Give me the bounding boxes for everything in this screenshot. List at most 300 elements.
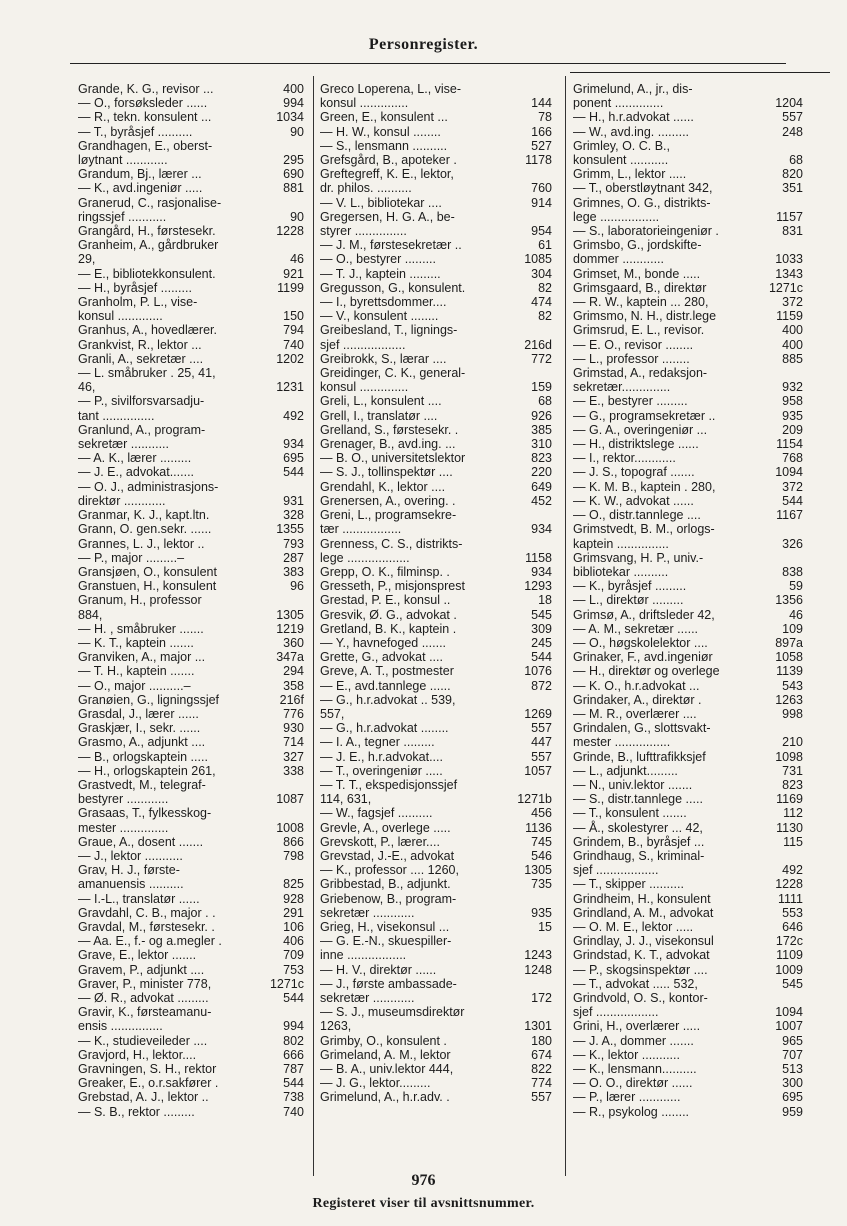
entry-section-number: 372 — [782, 295, 803, 310]
entry-section-number: 646 — [782, 919, 803, 934]
index-entry — [573, 977, 803, 991]
entry-section-number: 78 — [538, 110, 552, 125]
entry-section-number: 210 — [782, 735, 803, 750]
entry-section-number: 553 — [782, 905, 803, 920]
entry-name: — J. M., førstesekretær .. — [320, 238, 462, 253]
entry-name: Greibesland, T., lignings- sjef .................. — [320, 323, 458, 352]
entry-section-number: 735 — [531, 877, 552, 892]
entry-section-number: 166 — [531, 124, 552, 139]
entry-name: Grelland, S., førstesekr. . — [320, 422, 459, 437]
index-entry — [573, 409, 803, 423]
entry-name: — E., bestyrer ......... — [573, 394, 688, 409]
entry-name: Grevstad, J.-E., advokat — [320, 848, 455, 863]
index-entry — [573, 622, 803, 636]
index-entry — [320, 735, 552, 749]
entry-section-number: 59 — [789, 579, 803, 594]
column-divider — [565, 76, 566, 1176]
entry-section-number: 115 — [783, 834, 803, 849]
entry-name: Grindalen, G., slottsvakt- mester ................ — [573, 721, 711, 750]
index-entry — [320, 508, 552, 536]
index-entry — [320, 82, 552, 110]
entry-name: Gribbestad, B., adjunkt. — [320, 877, 451, 892]
entry-section-number: 935 — [531, 905, 552, 920]
entry-section-number: 745 — [531, 834, 552, 849]
entry-section-number: 351 — [782, 181, 803, 196]
entry-name: Grestad, P. E., konsul .. — [320, 593, 451, 608]
index-entry — [320, 806, 552, 820]
index-entry — [320, 892, 552, 920]
index-entry — [78, 1105, 304, 1119]
entry-name: — K., lensmann.......... — [573, 1062, 697, 1077]
index-entry — [320, 721, 552, 735]
header-rule-short — [570, 72, 830, 73]
entry-name: — O., bestyrer ......... — [320, 252, 436, 267]
entry-section-number: 1158 — [525, 550, 552, 565]
index-entry — [78, 295, 304, 323]
index-entry — [573, 778, 803, 792]
entry-name: Grandum, Bj., lærer ... — [78, 167, 202, 182]
entry-section-number: 220 — [531, 465, 552, 480]
index-entry — [320, 295, 552, 309]
entry-section-number: 1169 — [776, 792, 803, 807]
entry-section-number: 820 — [782, 167, 803, 182]
entry-name: Gresseth, P., misjonsprest — [320, 579, 465, 594]
entry-section-number: 61 — [538, 238, 552, 253]
index-entry — [573, 593, 803, 607]
index-entry — [320, 423, 552, 437]
index-entry — [78, 1048, 304, 1062]
entry-name: — H. V., direktør ...... — [320, 962, 437, 977]
entry-section-number: 753 — [283, 962, 304, 977]
entry-section-number: 1199 — [277, 280, 304, 295]
entry-section-number: 1178 — [525, 153, 552, 168]
index-entry — [78, 693, 304, 707]
entry-section-number: 15 — [538, 919, 552, 934]
entry-name: Grimnes, O. G., distrikts- lege ................. — [573, 195, 711, 224]
entry-section-number: 90 — [290, 124, 304, 139]
index-entry — [78, 139, 304, 167]
index-entry — [320, 210, 552, 238]
entry-section-number: 96 — [290, 579, 304, 594]
index-entry — [320, 366, 552, 394]
entry-name: Grann, O. gen.sekr. ...... — [78, 522, 212, 537]
index-entry — [320, 977, 552, 1005]
index-entry — [573, 806, 803, 820]
entry-name: Granum, H., professor 884, — [78, 593, 202, 622]
entry-section-number: 545 — [531, 607, 552, 622]
entry-name: — I., byrettsdommer.... — [320, 295, 447, 310]
index-entry — [78, 906, 304, 920]
entry-section-number: 46 — [290, 252, 304, 267]
entry-name: Grette, G., advokat .... — [320, 650, 443, 665]
entry-name: Grindstad, K. T., advokat — [573, 948, 710, 963]
index-entry — [78, 508, 304, 522]
index-entry — [320, 125, 552, 139]
index-entry — [320, 821, 552, 835]
entry-name: Grimsgaard, B., direktør — [573, 280, 707, 295]
entry-section-number: 68 — [538, 394, 552, 409]
index-entry — [573, 480, 803, 494]
entry-section-number: 1228 — [276, 224, 304, 239]
entry-name: Granmar, K. J., kapt.ltn. — [78, 508, 210, 523]
entry-section-number: 309 — [531, 621, 552, 636]
entry-name: Grankvist, R., lektor ... — [78, 337, 202, 352]
entry-name: — M. R., overlærer .... — [573, 706, 697, 721]
entry-name: — E., bibliotekkonsulent. — [78, 266, 216, 281]
index-entry — [320, 167, 552, 195]
index-entry — [320, 764, 552, 778]
entry-section-number: 1271b — [517, 792, 552, 807]
index-entry — [573, 750, 803, 764]
index-entry — [78, 835, 304, 849]
index-entry — [573, 167, 803, 181]
entry-name: — A. M., sekretær ...... — [573, 621, 699, 636]
entry-name: — J. A., dommer ....... — [573, 1033, 694, 1048]
entry-name: — L., adjunkt......... — [573, 763, 678, 778]
entry-name: Greaker, E., o.r.sakfører . — [78, 1076, 219, 1091]
entry-name: Grimelund, A., jr., dis- ponent .............. — [573, 82, 693, 111]
entry-section-number: 768 — [782, 451, 803, 466]
entry-section-number: 18 — [538, 593, 552, 608]
index-entry — [573, 721, 803, 749]
entry-section-number: 327 — [283, 749, 304, 764]
entry-section-number: 544 — [531, 650, 552, 665]
entry-section-number: 82 — [538, 280, 552, 295]
index-entry — [78, 622, 304, 636]
entry-name: Gretland, B. K., kaptein . — [320, 621, 457, 636]
index-entry — [320, 1048, 552, 1062]
index-entry — [78, 167, 304, 181]
entry-section-number: 1228 — [775, 877, 803, 892]
entry-name: — R., tekn. konsulent ... — [78, 110, 212, 125]
entry-section-number: 740 — [283, 1104, 304, 1119]
entry-name: Grenness, C. S., distrikts- lege .................. — [320, 536, 463, 565]
entry-name: Grimsbo, G., jordskifte- dommer ............ — [573, 238, 702, 267]
entry-name: Gresvik, Ø. G., advokat . — [320, 607, 457, 622]
entry-name: Greftegreff, K. E., lektor, dr. philos. .......... — [320, 167, 454, 196]
index-entry — [320, 153, 552, 167]
entry-section-number: 1008 — [276, 820, 304, 835]
index-entry — [78, 764, 304, 778]
index-entry — [573, 465, 803, 479]
entry-name: — T., oberstløytnant 342, — [573, 181, 713, 196]
index-entry — [573, 636, 803, 650]
entry-section-number: 838 — [782, 564, 803, 579]
entry-name: Gravdahl, C. B., major . . — [78, 905, 216, 920]
entry-section-number: 1167 — [776, 508, 803, 523]
entry-section-number: 714 — [283, 735, 304, 750]
entry-section-number: 372 — [782, 479, 803, 494]
entry-name: — G., programsekretær .. — [573, 408, 716, 423]
index-entry — [78, 267, 304, 281]
index-entry — [78, 1034, 304, 1048]
index-entry — [78, 181, 304, 195]
entry-section-number: 180 — [531, 1033, 552, 1048]
entry-name: — O., major ..........– — [78, 678, 191, 693]
entry-section-number: 958 — [782, 394, 803, 409]
entry-section-number: 400 — [283, 82, 304, 96]
index-entry — [573, 991, 803, 1019]
entry-name: — I., rektor............ — [573, 451, 676, 466]
entry-section-number: 347a — [276, 650, 304, 665]
entry-section-number: 304 — [531, 266, 552, 281]
index-entry — [573, 1019, 803, 1033]
index-column-3 — [573, 82, 803, 1172]
entry-name: — S. B., rektor ......... — [78, 1104, 195, 1119]
index-entry — [573, 508, 803, 522]
index-entry — [320, 750, 552, 764]
entry-section-number: 172c — [775, 934, 803, 949]
entry-name: Granli, A., sekretær .... — [78, 351, 204, 366]
entry-name: — R., psykolog ........ — [573, 1104, 690, 1119]
entry-section-number: 1094 — [775, 1005, 803, 1020]
entry-section-number: 1248 — [524, 962, 552, 977]
entry-section-number: 1271c — [768, 280, 803, 295]
entry-section-number: 921 — [283, 266, 304, 281]
index-entry — [573, 224, 803, 238]
entry-name: Grindvold, O. S., kontor- sjef .................. — [573, 991, 708, 1020]
entry-name: Grav, H. J., første- amanuensis .......... — [78, 863, 184, 892]
entry-section-number: 794 — [283, 323, 304, 338]
entry-name: Grini, H., overlærer ..... — [573, 1019, 701, 1034]
index-entry — [573, 366, 803, 394]
entry-name: Grimsmo, N. H., distr.lege — [573, 309, 717, 324]
index-entry — [573, 963, 803, 977]
index-entry — [320, 593, 552, 607]
index-entry — [78, 664, 304, 678]
index-entry — [573, 125, 803, 139]
entry-section-number: 690 — [283, 167, 304, 182]
index-entry — [78, 224, 304, 238]
entry-name: Gravdal, M., førstesekr. . — [78, 919, 215, 934]
index-entry — [320, 963, 552, 977]
entry-name: Granheim, A., gårdbruker 29, — [78, 238, 219, 267]
index-entry — [320, 252, 552, 266]
index-entry — [320, 238, 552, 252]
entry-section-number: 707 — [782, 1047, 803, 1062]
entry-name: Grimsvang, H. P., univ.- bibliotekar .......... — [573, 550, 704, 579]
entry-name: Grimeland, A. M., lektor — [320, 1047, 451, 1062]
index-entry — [573, 309, 803, 323]
entry-name: — T., skipper .......... — [573, 877, 684, 892]
index-entry — [78, 125, 304, 139]
index-entry — [78, 423, 304, 451]
page-number: 976 — [411, 1172, 436, 1189]
entry-section-number: 557 — [782, 110, 803, 125]
entry-name: Grell, I., translatør .... — [320, 408, 438, 423]
entry-name: — G., h.r.advokat ........ — [320, 721, 449, 736]
entry-section-number: 557 — [531, 721, 552, 736]
entry-name: Gravem, P., adjunkt .... — [78, 962, 205, 977]
index-entry — [78, 338, 304, 352]
entry-name: — K., byråsjef ......... — [573, 579, 687, 594]
entry-section-number: 959 — [782, 1104, 803, 1119]
entry-section-number: 383 — [283, 564, 304, 579]
index-entry — [573, 1048, 803, 1062]
entry-name: — L. småbruker . 25, 41, 46, — [78, 366, 216, 395]
entry-name: — P., major .........– — [78, 550, 185, 565]
entry-section-number: 46 — [789, 607, 803, 622]
entry-section-number: 248 — [782, 124, 803, 139]
entry-name: Grinde, B., lufttrafikksjef — [573, 749, 706, 764]
entry-name: — K. T., kaptein ....... — [78, 635, 194, 650]
index-entry — [78, 650, 304, 664]
entry-section-number: 914 — [531, 195, 552, 210]
entry-section-number: 1098 — [775, 749, 803, 764]
entry-name: — K. W., advokat ...... — [573, 493, 694, 508]
entry-section-number: 492 — [782, 863, 803, 878]
entry-name: Greni, L., programsekre- tær ................. — [320, 508, 457, 537]
entry-section-number: 1301 — [524, 1019, 552, 1034]
entry-name: — P., sivilforsvarsadju- tant ............... — [78, 394, 205, 423]
entry-section-number: 822 — [531, 1062, 552, 1077]
footer-note: Registeret viser til avsnittsnummer. — [312, 1196, 535, 1211]
entry-name: — P., lærer ............ — [573, 1090, 681, 1105]
entry-name: — T. J., kaptein ......... — [320, 266, 441, 281]
entry-section-number: 1085 — [524, 252, 552, 267]
index-entry — [78, 465, 304, 479]
entry-section-number: 934 — [531, 522, 552, 537]
index-entry — [320, 835, 552, 849]
index-entry — [320, 409, 552, 423]
entry-name: — S., lensmann .......... — [320, 138, 448, 153]
entry-section-number: 825 — [283, 877, 304, 892]
entry-name: Grindem, B., byråsjef ... — [573, 834, 705, 849]
entry-section-number: 885 — [782, 351, 803, 366]
entry-name: — O., forsøksleder ...... — [78, 96, 208, 111]
index-entry — [573, 650, 803, 664]
entry-section-number: 998 — [782, 706, 803, 721]
entry-section-number: 1305 — [524, 863, 552, 878]
entry-name: — W., fagsjef .......... — [320, 806, 433, 821]
entry-section-number: 68 — [789, 153, 803, 168]
index-entry — [320, 281, 552, 295]
index-entry — [573, 877, 803, 891]
entry-name: — I.-L., translatør ...... — [78, 891, 200, 906]
header-rule — [70, 63, 786, 64]
entry-name: — O. O., direktør ...... — [573, 1076, 693, 1091]
entry-section-number: 994 — [283, 96, 304, 111]
index-entry — [320, 693, 552, 721]
entry-section-number: 400 — [782, 337, 803, 352]
index-entry — [78, 920, 304, 934]
index-entry — [78, 948, 304, 962]
index-entry — [78, 863, 304, 891]
entry-section-number: 557 — [531, 749, 552, 764]
entry-name: — K., lektor ........... — [573, 1047, 680, 1062]
index-entry — [573, 693, 803, 707]
entry-section-number: 935 — [782, 408, 803, 423]
entry-section-number: 709 — [283, 948, 304, 963]
index-entry — [573, 764, 803, 778]
entry-section-number: 400 — [782, 323, 803, 338]
entry-section-number: 776 — [283, 706, 304, 721]
entry-section-number: 774 — [531, 1076, 552, 1091]
entry-section-number: 545 — [782, 976, 803, 991]
entry-section-number: 82 — [538, 309, 552, 324]
entry-section-number: 1057 — [524, 763, 552, 778]
entry-name: — H., byråsjef ......... — [78, 280, 192, 295]
index-entry — [78, 707, 304, 721]
entry-section-number: 1130 — [776, 820, 803, 835]
index-entry — [320, 267, 552, 281]
index-entry — [320, 465, 552, 479]
entry-section-number: 557 — [531, 1090, 552, 1105]
entry-section-number: 513 — [782, 1062, 803, 1077]
entry-name: — A. K., lærer ......... — [78, 451, 192, 466]
entry-section-number: 1033 — [775, 252, 803, 267]
index-entry — [320, 352, 552, 366]
entry-section-number: 666 — [283, 1047, 304, 1062]
index-entry — [573, 1105, 803, 1119]
entry-name: Grimm, L., lektor ..... — [573, 167, 687, 182]
entry-section-number: 740 — [283, 337, 304, 352]
entry-section-number: 291 — [283, 905, 304, 920]
index-entry — [78, 1005, 304, 1033]
entry-section-number: 1111 — [777, 891, 803, 906]
entry-section-number: 1136 — [525, 820, 552, 835]
index-entry — [78, 238, 304, 266]
entry-section-number: 932 — [782, 380, 803, 395]
entry-name: — O. J., administrasjons- direktør ............ — [78, 479, 219, 508]
index-entry — [320, 565, 552, 579]
entry-name: Granstuen, H., konsulent — [78, 579, 217, 594]
index-entry — [320, 622, 552, 636]
entry-name: — S., laboratorieingeniør . — [573, 224, 719, 239]
index-entry — [320, 664, 552, 678]
entry-name: — O., høgskolelektor .... — [573, 635, 708, 650]
entry-section-number: 544 — [283, 465, 304, 480]
entry-name: Grevskott, P., lærer.... — [320, 834, 440, 849]
entry-section-number: 1009 — [775, 962, 803, 977]
index-entry — [320, 451, 552, 465]
index-entry — [78, 565, 304, 579]
index-entry — [78, 352, 304, 366]
entry-section-number: 326 — [782, 536, 803, 551]
entry-section-number: 738 — [283, 1090, 304, 1105]
entry-name: — H., direktør og overlege — [573, 664, 720, 679]
index-entry — [78, 849, 304, 863]
index-entry — [78, 281, 304, 295]
index-entry — [78, 96, 304, 110]
entry-section-number: 452 — [531, 493, 552, 508]
entry-name: — J. G., lektor......... — [320, 1076, 431, 1091]
entry-name: Grebstad, A. J., lektor .. — [78, 1090, 209, 1105]
entry-section-number: 106 — [283, 919, 304, 934]
index-entry — [320, 650, 552, 664]
index-entry — [573, 551, 803, 579]
entry-name: — J. S., topograf ....... — [573, 465, 695, 480]
entry-section-number: 930 — [283, 721, 304, 736]
entry-section-number: 544 — [283, 1076, 304, 1091]
entry-name: — R. W., kaptein ... 280, — [573, 295, 709, 310]
entry-section-number: 994 — [283, 1019, 304, 1034]
entry-name: — K., studieveileder .... — [78, 1033, 208, 1048]
entry-section-number: 1109 — [776, 948, 803, 963]
entry-name: Grimelund, A., h.r.adv. . — [320, 1090, 450, 1105]
entry-name: — B., orlogskaptein ..... — [78, 749, 208, 764]
entry-name: Grandhagen, E., oberst- løytnant ............ — [78, 138, 213, 168]
entry-section-number: 1058 — [775, 650, 803, 665]
entry-section-number: 881 — [283, 181, 304, 196]
index-entry — [573, 664, 803, 678]
entry-name: — V. L., bibliotekar .... — [320, 195, 442, 210]
index-entry — [573, 1076, 803, 1090]
index-column-2 — [320, 82, 552, 1172]
index-entry — [573, 934, 803, 948]
entry-name: Gravningen, S. H., rektor — [78, 1062, 217, 1077]
entry-section-number: 150 — [283, 309, 304, 324]
